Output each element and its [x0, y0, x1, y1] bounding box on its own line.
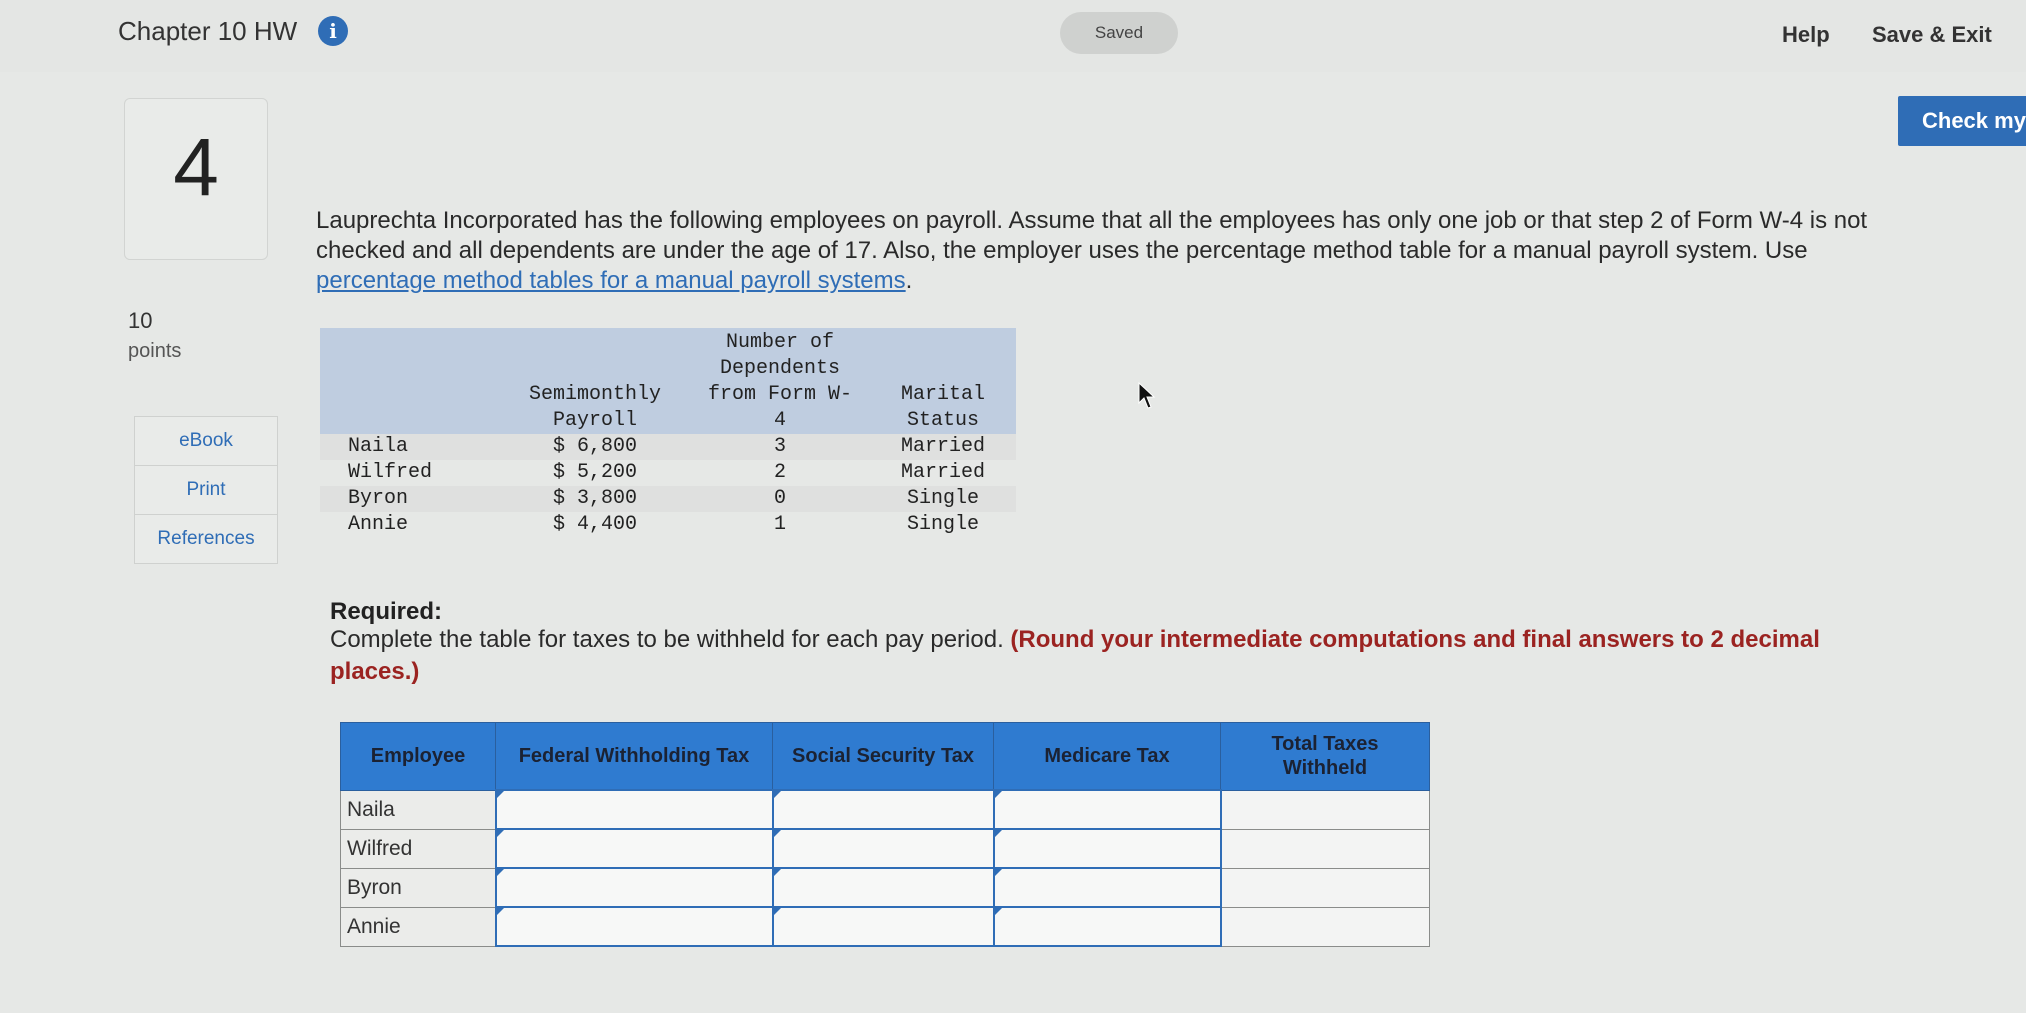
- employee-cell: Naila: [341, 790, 496, 829]
- header-federal-withholding-tax: Federal Withholding Tax: [496, 723, 773, 791]
- table-row: [320, 434, 1016, 460]
- answer-table: [340, 722, 1430, 947]
- medicare-input[interactable]: [994, 907, 1221, 946]
- question-number: 4: [173, 122, 219, 213]
- required-instructions: [330, 624, 1890, 688]
- percentage-method-tables-link[interactable]: percentage method tables for a manual payroll systems: [316, 267, 906, 294]
- total-taxes-cell: [1221, 829, 1430, 868]
- table-row: [320, 460, 1016, 486]
- answer-table-header: [341, 723, 1430, 791]
- header-semimonthly-payroll: Semimonthly Payroll: [500, 328, 690, 434]
- employee-name: Byron: [320, 486, 500, 512]
- payroll-amount: $ 5,200: [552, 461, 637, 484]
- payroll-amount: $ 3,800: [500, 486, 690, 512]
- problem-text-end: .: [905, 267, 913, 294]
- employee-name: Wilfred: [348, 461, 433, 484]
- table-row: [320, 512, 1016, 538]
- marital-status: Married: [870, 434, 1016, 460]
- top-bar: [0, 0, 2026, 72]
- dependents-count: 2: [773, 461, 786, 484]
- employee-name: Naila: [320, 434, 500, 460]
- medicare-input[interactable]: [994, 829, 1221, 868]
- employee-cell: Annie: [341, 907, 496, 946]
- instructions-text: Complete the table for taxes to be withheld for each pay period.: [330, 626, 1011, 653]
- federal-withholding-input[interactable]: [496, 868, 773, 907]
- dependents-count: 3: [690, 434, 870, 460]
- employee-payroll-table: [320, 328, 1016, 538]
- dependents-count: 1: [773, 513, 786, 536]
- print-link[interactable]: Print: [135, 466, 277, 515]
- resource-links-panel: [134, 416, 278, 564]
- points-value: 10: [128, 308, 153, 333]
- total-taxes-cell: [1221, 907, 1430, 946]
- table-row: [341, 868, 1430, 907]
- social-security-input[interactable]: [773, 829, 994, 868]
- medicare-input[interactable]: [994, 790, 1221, 829]
- marital-status: Single: [870, 486, 1016, 512]
- references-link[interactable]: References: [157, 528, 255, 549]
- table-row: [341, 829, 1430, 868]
- header-total-taxes-withheld: Total Taxes Withheld: [1221, 723, 1430, 791]
- points-label: points: [128, 340, 182, 362]
- employee-table-header: [320, 328, 1016, 434]
- table-row: [320, 486, 1016, 512]
- help-button[interactable]: Help: [1782, 22, 1830, 47]
- federal-withholding-input[interactable]: [496, 829, 773, 868]
- assignment-title: Chapter 10 HW: [118, 16, 298, 46]
- dependents-count: 0: [690, 486, 870, 512]
- mouse-pointer-icon: [1138, 382, 1156, 410]
- rounding-note: (Round your intermediate computations and final answers to 2 decimal places.): [330, 626, 1820, 685]
- total-taxes-cell: [1221, 790, 1430, 829]
- header-dependents: Number of Dependents from Form W- 4: [690, 328, 870, 434]
- employee-name: Annie: [348, 513, 409, 536]
- header-employee: [320, 328, 500, 434]
- federal-withholding-input[interactable]: [496, 790, 773, 829]
- question-number-box: [124, 98, 268, 260]
- table-row: [341, 790, 1430, 829]
- marital-status: Single: [906, 513, 979, 536]
- problem-text: Lauprechta Incorporated has the following employees on payroll. Assume that all the employees has only one job or that step 2 of Form W-4 is not checked and all dependents are under the age of 17. Also, the employer uses the percentage method table for a manual payroll system. Use: [316, 207, 1868, 264]
- social-security-input[interactable]: [773, 868, 994, 907]
- total-taxes-cell: [1221, 868, 1430, 907]
- header-medicare-tax: Medicare Tax: [994, 723, 1221, 791]
- required-label: Required:: [330, 598, 443, 625]
- header-marital-status: Marital Status: [870, 328, 1016, 434]
- employee-cell: Byron: [341, 868, 496, 907]
- saved-status-badge: Saved: [1060, 12, 1178, 54]
- payroll-amount: $ 6,800: [500, 434, 690, 460]
- social-security-input[interactable]: [773, 907, 994, 946]
- problem-statement: [316, 206, 1876, 296]
- employee-cell: Wilfred: [341, 829, 496, 868]
- social-security-input[interactable]: [773, 790, 994, 829]
- marital-status: Married: [900, 461, 985, 484]
- medicare-input[interactable]: [994, 868, 1221, 907]
- header-employee: Employee: [341, 723, 496, 791]
- info-icon[interactable]: i: [318, 16, 348, 46]
- table-row: [341, 907, 1430, 946]
- header-social-security-tax: Social Security Tax: [773, 723, 994, 791]
- check-my-work-button[interactable]: Check my: [1898, 96, 2026, 146]
- save-exit-button[interactable]: Save & Exit: [1872, 22, 1992, 47]
- payroll-amount: $ 4,400: [552, 513, 637, 536]
- ebook-link[interactable]: eBook: [135, 417, 277, 466]
- federal-withholding-input[interactable]: [496, 907, 773, 946]
